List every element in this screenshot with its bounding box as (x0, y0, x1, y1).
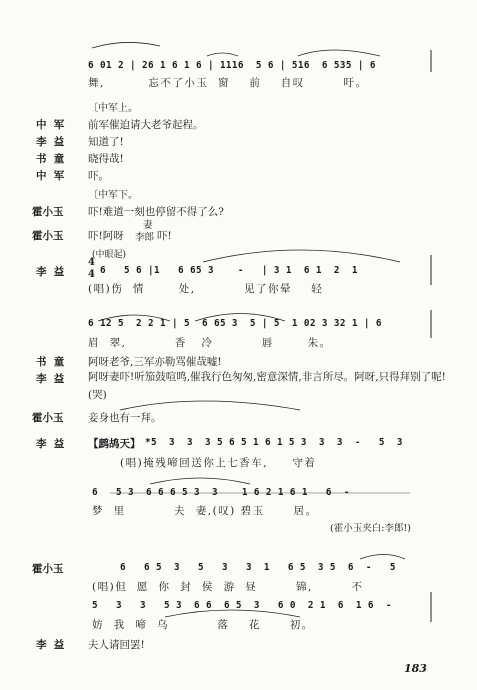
stage-direction: 〔中军下。 (88, 190, 138, 201)
role-name: 中 军 (36, 170, 65, 182)
ruby-top: 妻 (143, 220, 153, 231)
role-name: 霍小玉 (32, 230, 64, 242)
time-signature-num: 4 (88, 257, 95, 268)
role-name: 李 益 (36, 639, 65, 651)
stage-direction: 〔中军上。 (88, 103, 138, 114)
ruby-bottom: 李郎 (135, 232, 155, 243)
ruby-suffix: 吓! (157, 230, 172, 242)
role-name: 霍小玉 (32, 206, 64, 218)
notation-line: 5 3 3 5 3 6 6 6 5 3 6 0 2 1 6 1 6 - (92, 600, 392, 611)
speech-text: 吓!难道一刻也停留不得了么? (88, 206, 224, 218)
notation-line: 6 6 5 3 5 3 3 1 6 5 3 5 6 - 5 (120, 562, 396, 573)
role-name: 李 益 (36, 266, 65, 278)
notation-line: 6 5 3 6 6 6 5 3 3 1 6 2 1 6 1 6 - (92, 487, 350, 498)
lyric-line: (唱)掩残啼回送你上七香车, 守着 (120, 457, 317, 469)
lyric-line: (唱)但 愿 你 封 侯 游 昼 锦, 不 (92, 581, 364, 593)
speech-text: 前军催迫请大老爷起程。 (88, 119, 204, 131)
role-name: 李 益 (36, 373, 65, 385)
role-name: 李 益 (36, 438, 65, 450)
notation-line: *5 3 3 3 5 6 5 1 6 1 5 3 3 3 - 5 3 (145, 437, 403, 448)
role-name: 霍小玉 (32, 563, 64, 575)
lyric-line: 舞, 忘不了小玉 窗 前 自叹 吁。 (88, 77, 368, 89)
time-signature-den: 4 (88, 269, 95, 280)
role-name: 李 益 (36, 136, 65, 148)
lyric-line: 妨 我 啼 乌 落 花 初。 (92, 619, 314, 631)
lyric-line: (唱)伤 情 处, 见了你晕 轻 (88, 283, 324, 295)
role-name: 霍小玉 (32, 412, 64, 424)
lyric-line: 梦 里 夫 妻,(叹) 碧玉 居。 (92, 505, 318, 517)
notation-line: 6 12 5 2 2 1 | 5 6 65 3 5 | 5 1 02 3 32 1 | 6 (88, 318, 382, 329)
notation-line: 6 01 2 | 26 1 6 1 6 | 1116 5 6 | 516 6 535 | 6 (88, 60, 376, 71)
speech-text: 晓得哉! (88, 153, 124, 165)
speech-text: 夫人请回罢! (88, 639, 145, 651)
role-name: 书 童 (36, 153, 65, 165)
speech-text: 阿呀老爷,三军亦勒骂催哉嘘! (88, 356, 222, 368)
tempo-mark: (中眼起) (92, 250, 127, 260)
speech-text: 阿呀妻吓!听笳鼓喧鸣,催我行色匆匆,密意深情,非言所尽。阿呀,只得拜别了呢!(哭) (88, 371, 446, 401)
speech-text: 知道了! (88, 136, 124, 148)
speech-text: 吓。 (88, 170, 109, 182)
speech-text: 吓!阿呀 (88, 230, 124, 242)
aside-note: (霍小玉夹白:李郎!) (330, 523, 411, 534)
lyric-line: 眉 翠, 香 冷 唇 朱。 (88, 337, 332, 349)
notation-line: 6 5 6 |1 6 65 3 - | 3 1 6 1 2 1 (100, 265, 358, 276)
role-name: 中 军 (36, 119, 65, 131)
qupai-title: 【鹧鸪天】 (88, 438, 141, 450)
role-name: 书 童 (36, 356, 65, 368)
speech-text: 妾身也有一拜。 (88, 412, 162, 424)
page-number: 183 (404, 662, 427, 675)
